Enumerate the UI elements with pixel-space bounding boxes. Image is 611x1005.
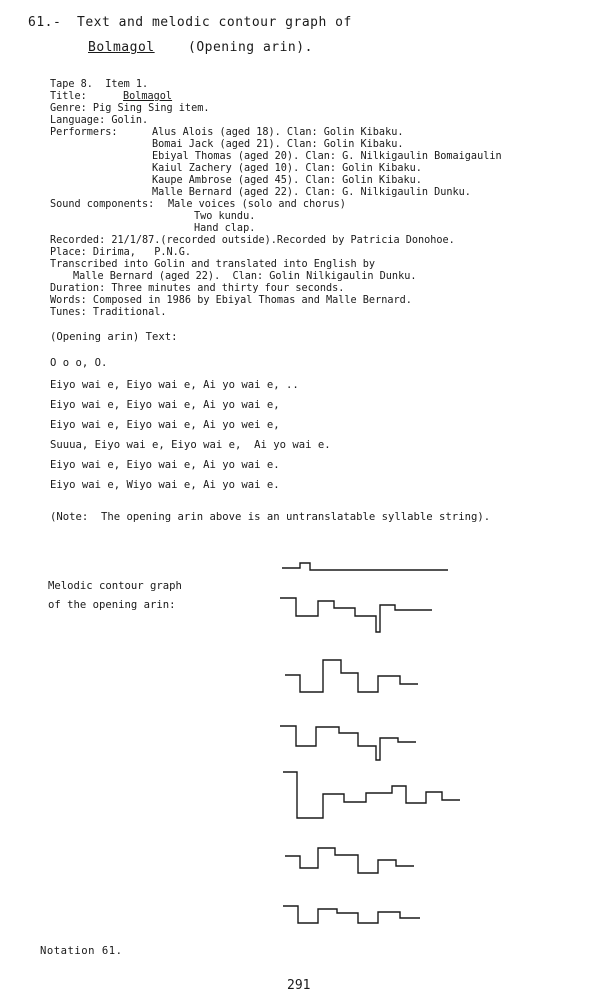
words: Words: Composed in 1986 by Ebiyal Thomas and Malle Bernard. <box>50 295 412 306</box>
contour-line-6 <box>285 848 414 873</box>
page-number: 291 <box>287 978 311 993</box>
recorded: Recorded: 21/1/87.(recorded outside).Recorded by Patricia Donohoe. <box>50 235 455 246</box>
contour-line-7 <box>283 906 420 923</box>
title-label: Title: <box>50 91 87 102</box>
notation-number: 61.- <box>28 15 62 30</box>
performer: Ebiyal Thomas (aged 20). Clan: G. Nilkigaulin Bomaigaulin <box>152 151 502 162</box>
contour-line-1 <box>282 563 448 570</box>
tape-item: Tape 8. Item 1. <box>50 79 149 90</box>
contour-line-2 <box>280 598 432 632</box>
place: Place: Dirima, P.N.G. <box>50 247 192 258</box>
performer: Bomai Jack (aged 21). Clan: Golin Kibaku. <box>152 139 404 150</box>
performer: Kaiul Zachery (aged 10). Clan: Golin Kibaku. <box>152 163 422 174</box>
note: (Note: The opening arin above is an untranslatable syllable string). <box>50 511 491 523</box>
transcribed: Transcribed into Golin and translated into English by <box>50 259 376 270</box>
text-line: Suuua, Eiyo wai e, Eiyo wai e, Ai yo wai e. <box>50 439 331 451</box>
song-name: Bolmagol <box>88 40 155 55</box>
header-line: Text and melodic contour graph of <box>77 15 352 30</box>
text-label: (Opening arin) Text: <box>50 331 178 343</box>
performers-label: Performers: <box>50 127 118 138</box>
text-line: O o o, O. <box>50 357 108 369</box>
text-line: Eiyo wai e, Wiyo wai e, Ai yo wai e. <box>50 479 280 491</box>
performer: Malle Bernard (aged 22). Clan: G. Nilkigaulin Dunku. <box>152 187 471 198</box>
sound-component: Male voices (solo and chorus) <box>168 199 346 210</box>
title-value: Bolmagol <box>123 91 173 102</box>
contour-line-5 <box>283 772 460 818</box>
sound-component: Hand clap. <box>194 223 256 234</box>
sound-component: Two kundu. <box>194 211 256 222</box>
graph-label: of the opening arin: <box>48 599 176 611</box>
text-line: Eiyo wai e, Eiyo wai e, Ai yo wei e, <box>50 419 280 431</box>
tunes: Tunes: Traditional. <box>50 307 167 318</box>
notation-caption: Notation 61. <box>40 945 123 957</box>
duration: Duration: Three minutes and thirty four seconds. <box>50 283 345 294</box>
language: Language: Golin. <box>50 115 149 126</box>
contour-line-4 <box>280 726 416 760</box>
graph-label: Melodic contour graph <box>48 580 182 592</box>
header-subtitle: (Opening arin). <box>188 40 313 55</box>
performer: Kaupe Ambrose (aged 45). Clan: Golin Kibaku. <box>152 175 422 186</box>
text-line: Eiyo wai e, Eiyo wai e, Ai yo wai e, <box>50 399 280 411</box>
transcribed-by: Malle Bernard (aged 22). Clan: Golin Nilkigaulin Dunku. <box>73 271 417 282</box>
genre: Genre: Pig Sing Sing item. <box>50 103 210 114</box>
text-line: Eiyo wai e, Eiyo wai e, Ai yo wai e. <box>50 459 280 471</box>
performer: Alus Alois (aged 18). Clan: Golin Kibaku. <box>152 127 404 138</box>
text-line: Eiyo wai e, Eiyo wai e, Ai yo wai e, .. <box>50 379 299 391</box>
contour-line-3 <box>285 660 418 692</box>
sound-label: Sound components: <box>50 199 155 210</box>
